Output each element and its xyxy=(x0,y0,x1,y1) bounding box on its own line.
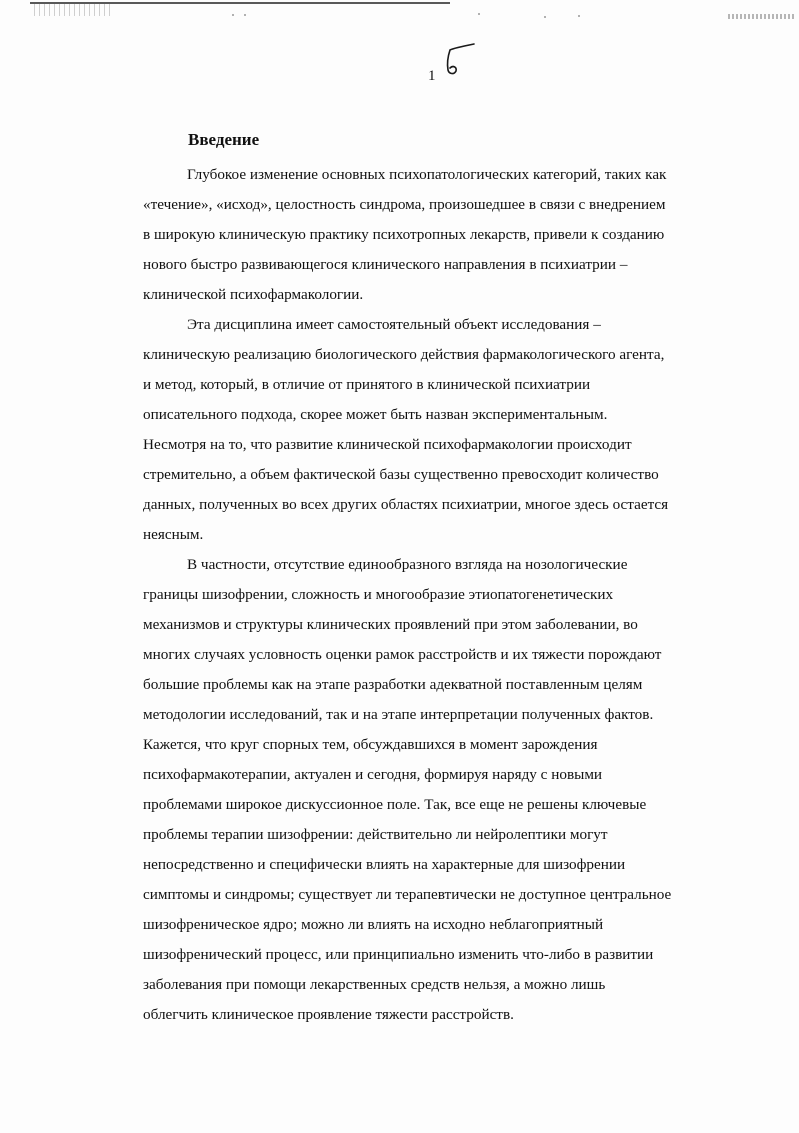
paragraph xyxy=(143,550,725,1030)
text-line: клиническую реализацию биологического действия фармакологического агента, xyxy=(143,346,665,363)
text-line: методологии исследований, так и на этапе интерпретации полученных фактов. xyxy=(143,706,654,723)
paragraph xyxy=(143,160,725,310)
text-line: проблемы терапии шизофрении: действительно ли нейролептики могут xyxy=(143,826,608,843)
text-line: «течение», «исход», целостность синдрома, произошедшее в связи с внедрением xyxy=(143,196,666,213)
text-line: границы шизофрении, сложность и многообразие этиопатогенетических xyxy=(143,586,614,603)
text-line: стремительно, а объем фактической базы существенно превосходит количество xyxy=(143,466,659,483)
text-line: В частности, отсутствие единообразного взгляда на нозологические xyxy=(187,556,628,573)
text-line: данных, полученных во всех других областях психиатрии, многое здесь остается xyxy=(143,496,669,513)
scan-artifact-dot xyxy=(244,14,246,16)
text-line: большие проблемы как на этапе разработки адекватной поставленным целям xyxy=(143,676,643,693)
scan-artifact-dot xyxy=(578,15,580,17)
text-line: психофармакотерапии, актуален и сегодня, формируя наряду с новыми xyxy=(143,766,603,783)
text-line: симптомы и синдромы; существует ли терапевтически не доступное центральное xyxy=(143,886,672,903)
scan-artifact-dot xyxy=(232,14,234,16)
text-line: в широкую клиническую практику психотропных лекарств, привели к созданию xyxy=(143,226,665,243)
text-line: клинической психофармакологии. xyxy=(143,286,364,303)
paragraph xyxy=(143,310,725,550)
text-line: облегчить клиническое проявление тяжести расстройств. xyxy=(143,1006,514,1023)
text-line: описательного подхода, скорее может быть назван экспериментальным. xyxy=(143,406,608,423)
scan-artifact-noise xyxy=(34,4,114,16)
text-line: неясным. xyxy=(143,526,204,543)
text-line: Кажется, что круг спорных тем, обсуждавшихся в момент зарождения xyxy=(143,736,598,753)
text-line: и метод, который, в отличие от принятого в клинической психиатрии xyxy=(143,376,591,393)
handwritten-page-mark xyxy=(436,38,480,82)
text-line: механизмов и структуры клинических проявлений при этом заболевании, во xyxy=(143,616,638,633)
text-line: Глубокое изменение основных психопатологических категорий, таких как xyxy=(187,166,667,183)
text-line: шизофренический процесс, или принципиально изменить что-либо в развитии xyxy=(143,946,654,963)
text-line: заболевания при помощи лекарственных средств нельзя, а можно лишь xyxy=(143,976,606,993)
section-heading: Введение xyxy=(188,130,260,149)
body-text xyxy=(143,160,725,1030)
scan-artifact-dot xyxy=(544,16,546,18)
scan-artifact-noise xyxy=(728,14,794,19)
text-line: многих случаях условность оценки рамок расстройств и их тяжести порождают xyxy=(143,646,662,663)
text-line: нового быстро развивающегося клинического направления в психиатрии – xyxy=(143,256,628,273)
text-line: непосредственно и специфически влиять на характерные для шизофрении xyxy=(143,856,626,873)
text-line: проблемами широкое дискуссионное поле. Так, все еще не решены ключевые xyxy=(143,796,647,813)
text-line: Несмотря на то, что развитие клинической психофармакологии происходит xyxy=(143,436,632,453)
text-line: Эта дисциплина имеет самостоятельный объект исследования – xyxy=(187,316,601,333)
scan-artifact-dot xyxy=(478,13,480,15)
text-line: шизофреническое ядро; можно ли влиять на исходно неблагоприятный xyxy=(143,916,604,933)
page-number: 1 xyxy=(428,68,436,84)
